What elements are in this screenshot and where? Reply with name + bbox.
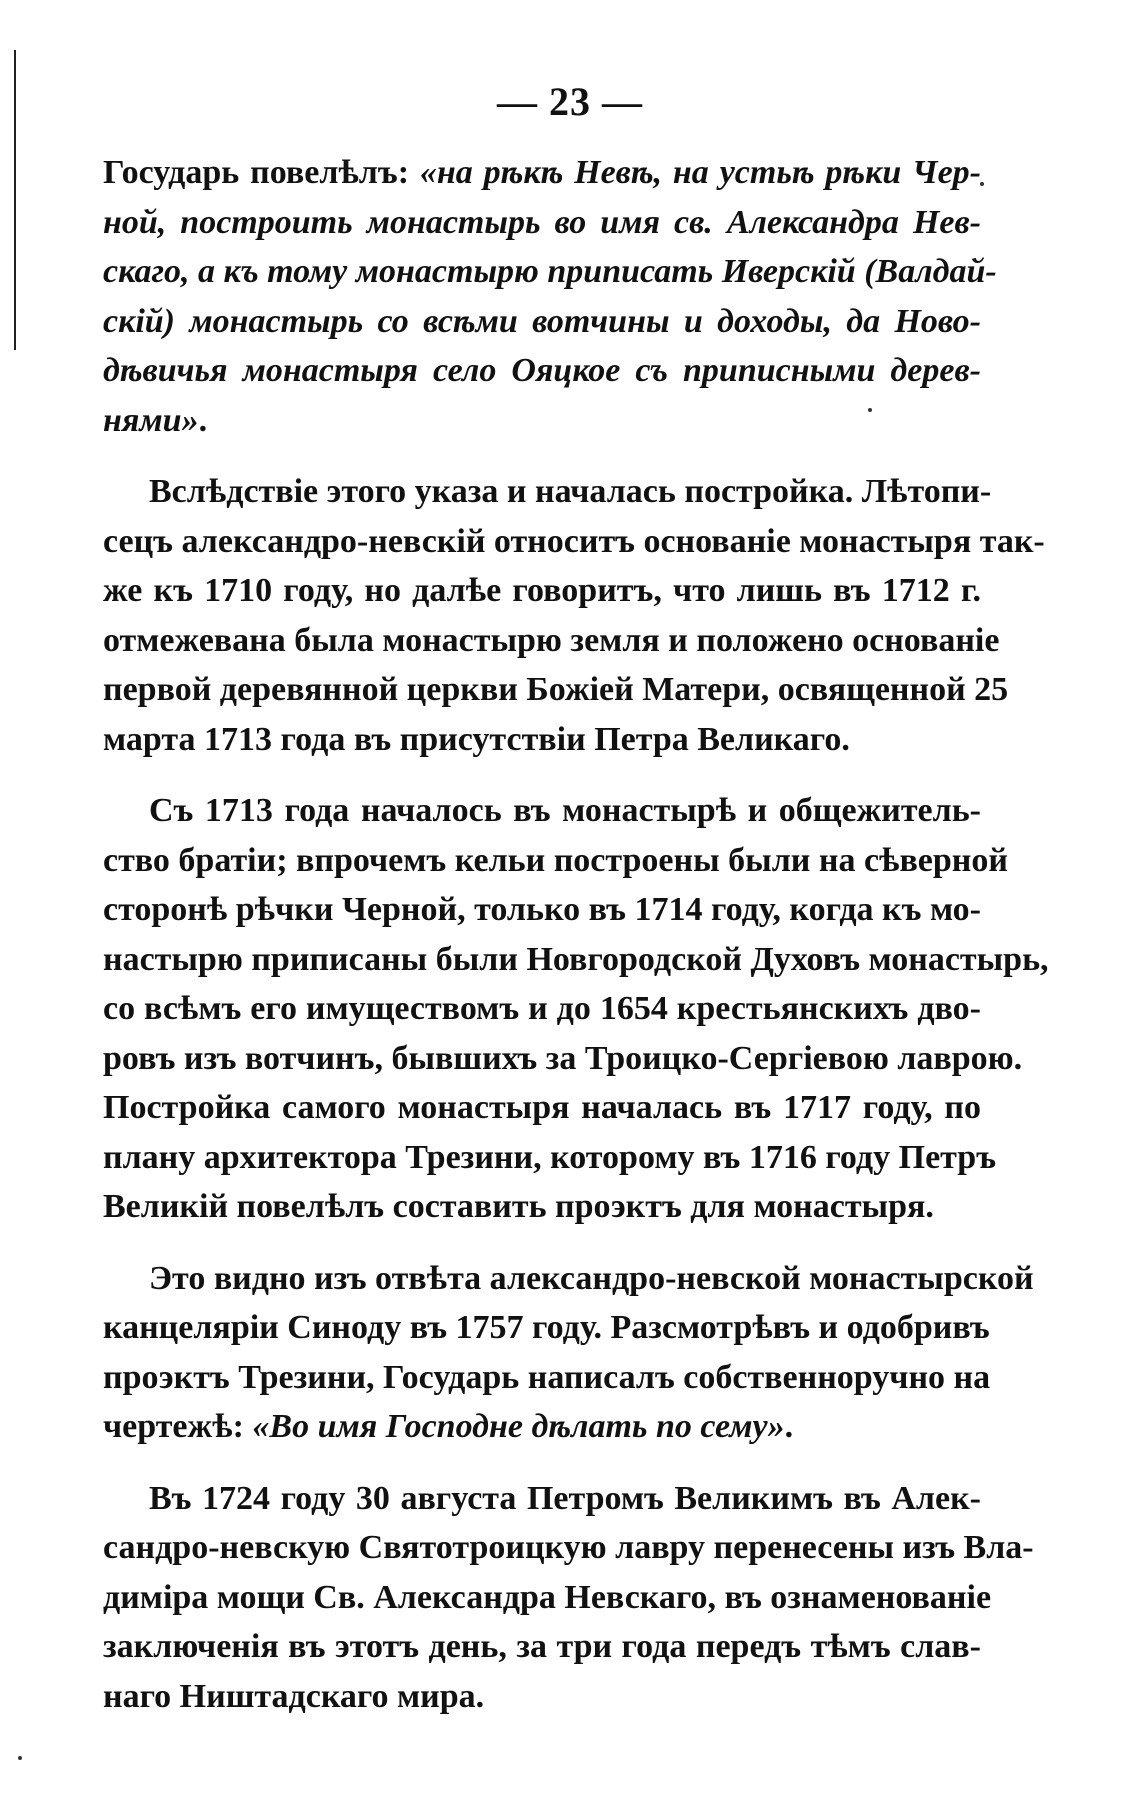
text-line [103,836,1008,886]
text-run: . [784,1408,794,1445]
italic-quote: «на рѣкѣ Невѣ, на устьѣ рѣки Чер- [419,154,981,191]
text-run: Государь повелѣлъ: [103,154,420,191]
text-run: со всѣмъ его имуществомъ и до 1654 крестьянскихъ дво- [103,990,981,1027]
italic-quote: дѣвичья монастыря село Ояцкое съ приписными дерев- [103,352,981,389]
page-number: — 23 — [497,79,643,124]
text-line [103,616,1000,666]
text-line [103,198,981,248]
paragraph [103,1254,1034,1452]
italic-quote: ной, построить монастырь во имя св. Александра Нев- [103,203,981,241]
text-line [103,1523,1034,1573]
text-run: же къ 1710 году, но далѣе говоритъ, что лишь въ 1712 г. [103,572,981,609]
italic-quote: скій) монастырь со всѣми вотчины и доходы, да Ново- [103,302,981,340]
ink-speck [18,1756,22,1760]
text-run: сецъ александро-невскій относитъ основаніе монастыря так- [103,522,1045,560]
text-run: ровъ изъ вотчинъ, бывшихъ за Троицко-Сергіевою лаврою. [103,1039,1023,1077]
text-line [103,1083,981,1133]
paragraph [103,1474,1034,1722]
text-run: Съ 1713 года началось въ монастырѣ и общежитель- [149,792,981,829]
text-line [103,665,1009,715]
text-run: настырю приписаны были Новгородской Духовъ монастырь, [103,940,1049,978]
text-line [103,1254,1034,1304]
text-line [103,1474,981,1524]
text-line [103,148,981,198]
text-run: марта 1713 года въ присутствіи Петра Великаго. [103,720,850,758]
text-run: . [198,401,208,439]
text-line [103,885,981,935]
text-line [103,247,997,297]
text-run: Постройка самого монастыря началась въ 1717 году, по [103,1089,981,1126]
text-run: Вслѣдствіе этого указа и началась постройка. Лѣтопи- [149,473,992,510]
text-run: заключенія въ этотъ день, за три года передъ тѣмъ слав- [103,1628,981,1665]
text-line [103,1133,997,1183]
text-line [103,396,981,446]
text-run: сторонѣ рѣчки Черной, только въ 1714 году, когда къ мо- [103,891,981,928]
text-run: проэктъ Трезини, Государь написалъ собственноручно на [103,1358,991,1396]
text-line [103,297,981,347]
text-run: наго Ништадскаго мира. [103,1677,485,1715]
italic-quote: скаго, а къ тому монастырю приписать Иверскій (Валдай- [103,253,997,290]
text-run: первой деревянной церкви Божіей Матери, освященной 25 [103,671,1009,708]
text-run: Это видно изъ отвѣта александро-невской монастырской [149,1259,1034,1297]
body-text [103,148,1049,1721]
text-line [103,1303,990,1353]
italic-quote: нями» [103,401,199,439]
text-line [103,1034,1023,1084]
text-line [103,1402,981,1452]
text-line [103,935,1049,985]
text-run: отмежевана была монастырю земля и положено основаніе [103,621,1000,659]
text-run: диміра мощи Св. Александра Невскаго, въ ознаменованіе [103,1578,992,1616]
text-line [103,566,981,616]
text-line [103,1672,981,1722]
text-run: Въ 1724 году 30 августа Петромъ Великимъ въ Алек- [149,1479,981,1517]
text-line [103,1353,991,1403]
text-line [103,984,981,1034]
text-line [103,1573,992,1623]
paragraph [103,786,1049,1232]
text-line [103,467,992,517]
paragraph [103,148,997,445]
paragraph [103,467,1045,764]
text-line [103,1182,981,1232]
italic-quote: «Во имя Господне дѣлать по сему» [252,1408,785,1445]
text-run: плану архитектора Трезини, которому въ 1716 году Петръ [103,1138,997,1176]
text-run: чертежѣ: [103,1408,253,1445]
text-line [103,786,981,836]
text-line [103,1622,981,1672]
text-line [103,517,1045,567]
text-run: сандро-невскую Святотроицкую лавру перенесены изъ Вла- [103,1529,1034,1566]
text-run: Великій повелѣлъ составить проэктъ для монастыря. [103,1188,934,1225]
text-line [103,346,981,396]
text-line [103,715,981,765]
text-run: ство братіи; впрочемъ кельи построены были на сѣверной [103,841,1008,879]
text-run: канцеляріи Синоду въ 1757 году. Разсмотрѣвъ и одобривъ [103,1309,990,1346]
